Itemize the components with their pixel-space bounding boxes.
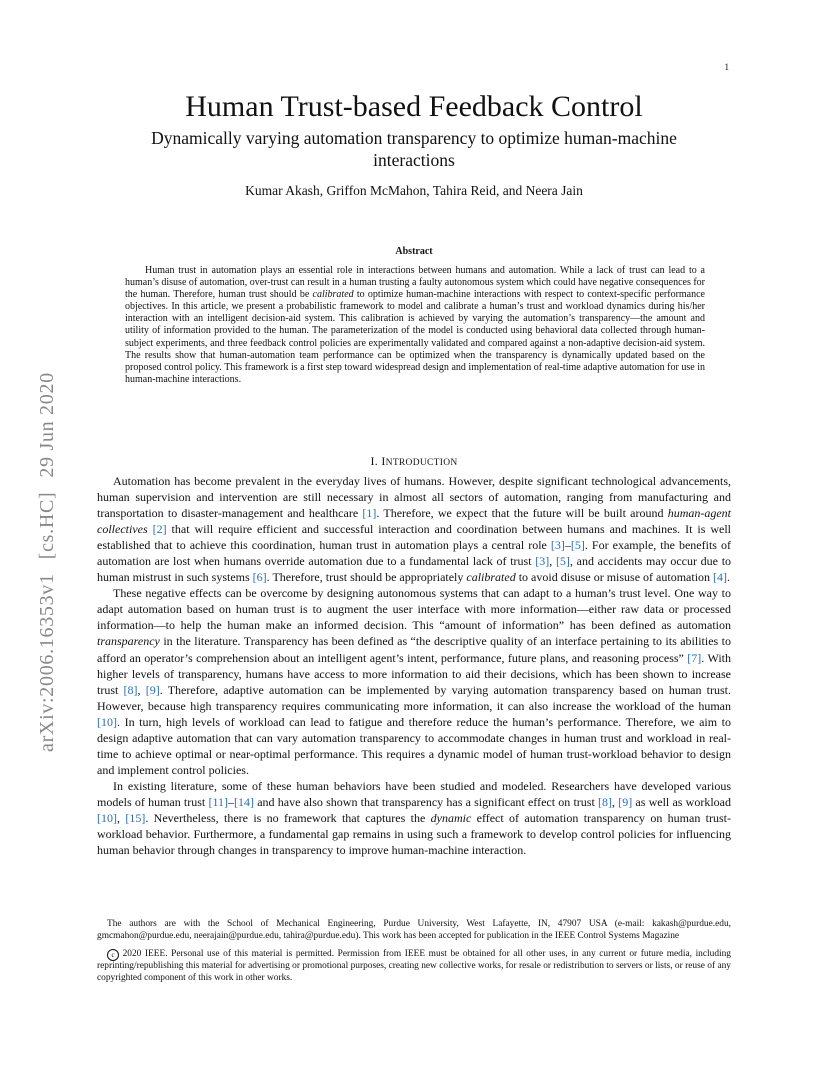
section-initial: I (381, 454, 386, 468)
emphasis: calibrated (466, 570, 516, 585)
text-run: , (117, 810, 126, 825)
emphasis: transparency (97, 634, 160, 649)
citation-link[interactable]: [8] (123, 682, 138, 697)
text-run: as well as workload (632, 794, 731, 809)
abstract-emphasis: calibrated (312, 289, 354, 301)
citation-link[interactable]: [3] (535, 554, 550, 569)
paragraph-1 (97, 473, 731, 585)
paragraph-3 (97, 778, 731, 858)
citation-link[interactable]: [15] (125, 810, 146, 825)
text-run: that will require efficient and successful interaction and coordination between humans and machines. It is well established that to achieve this coordination, human trust in automation plays a central role (97, 522, 731, 553)
author-list: Kumar Akash, Griffon McMahon, Tahira Reid, and Neera Jain (245, 183, 583, 198)
text-run: in the literature. Transparency has been defined as “the descriptive quality of an interface pertaining to its abilities to afford an operator’s comprehension about an intelligent agent’s intent, performance, future plans, and reasoning process” (97, 634, 731, 665)
paragraph-2 (97, 585, 731, 778)
citation-link[interactable]: [8] (598, 794, 612, 809)
arxiv-category: [cs.HC] (36, 491, 58, 560)
copyright-notice (97, 949, 731, 984)
citation-link[interactable]: [5] (555, 554, 570, 569)
paper-title: Human Trust-based Feedback Control (185, 90, 643, 123)
abstract-text-part: to optimize human-machine interactions with respect to context-specific performance objectives. In this article, we present a probabilistic framework to model and calibrate a human’s trust and workload dynamics during his/her interaction with an intelligent decision-aid system. This calibration is achieved by varying the automation’s transparency—the amount and utility of information provided to the human. The parameterization of the model is conducted using behavioral data collected through human-subject experiments, and three feedback control policies are experimentally validated and compared against a non-adaptive decision-aid system. The results show that human-automation team performance can be optimized when the transparency is dynamically updated based on the proposed control policy. This framework is a first step toward widespread design and implementation of real-time adaptive automation for use in human-machine interactions. (125, 289, 705, 385)
emphasis: dynamic (430, 810, 472, 825)
text-run: These negative effects can be overcome by designing autonomous systems that can adapt to a human’s trust level. One way to adapt automation based on human trust is to augment the user interface with more information—either raw data or processed information—to help the human make an informed decision. This “amount of information” has been defined as automation (97, 586, 731, 633)
text-run: . In turn, high levels of workload can lead to fatigue and therefore reduce the human’s performance. Therefore, we aim to design adaptive automation that can vary automation transparency to accommodate changes in human trust and workload in real-time to achieve optimal or near-optimal performance. This requires a dynamic model of human trust-workload behavior to design and implement control policies. (97, 714, 731, 777)
citation-link[interactable]: [5] (570, 538, 585, 553)
text-run: to avoid disuse or misuse of automation (515, 570, 714, 585)
text-run: . With higher levels of transparency, humans have access to more information to aid their decisions, which has been shown to increase trust (97, 650, 732, 697)
text-run: . Nevertheless, there is no framework that captures the (145, 810, 431, 825)
text-run: Automation has become prevalent in the everyday lives of humans. However, despite significant technological advancements, human supervision and intervention are still necessary in almost all sectors of automation, ranging from manufacturing and transportation to disaster-management and healthcare (97, 474, 731, 521)
affiliation-footnote: The authors are with the School of Mechanical Engineering, Purdue University, West Lafayette, IN, 47907 USA (e-mail: kakash@purdue.edu, gmcmahon@purdue.edu, neerajain@purdue.edu, tahira@purdue.edu). This work has been accepted for publication in the IEEE Control Systems Magazine (97, 919, 731, 941)
citation-link[interactable]: [3] (550, 538, 565, 553)
text-run: – (228, 794, 235, 809)
text-run: , (549, 554, 556, 569)
abstract-text-part: Human trust in automation plays an essential role in interactions between humans and automation. While a lack of trust can lead to a human’s disuse of automation, over-trust can result in a human trusting a faulty autonomous system which could have negative consequences for the human. Therefore, human trust should be (125, 265, 705, 301)
text-run: . For example, the benefits of automation are lost when humans override automation due to a fundamental lack of trust (97, 538, 731, 569)
section-heading-introduction (0, 454, 828, 469)
abstract-heading: Abstract (395, 246, 433, 257)
text-run: – (564, 538, 571, 553)
citation-link[interactable]: [9] (618, 794, 633, 809)
text-run: . Therefore, trust should be appropriately (266, 570, 467, 585)
citation-link[interactable]: [4] (713, 570, 728, 585)
text-run: and have also shown that transparency has a significant effect on trust (254, 794, 598, 809)
citation-link[interactable]: [9] (145, 682, 160, 697)
text-run: effect of automation transparency on human trust-workload behavior. Furthermore, a fundamental gap remains in using such a framework to develop control policies for influencing human behavior through changes in transparency to improve human-machine interaction. (97, 810, 732, 858)
footnotes (97, 919, 731, 984)
text-run: . (727, 570, 731, 585)
emphasis: human-agent collectives (97, 506, 732, 537)
citation-link[interactable]: [1] (362, 506, 377, 521)
arxiv-date: 29 Jun 2020 (36, 372, 58, 478)
citation-link[interactable]: [10] (97, 810, 117, 825)
text-run: . Therefore, we expect that the future will be built around (376, 506, 668, 521)
paper-subtitle: Dynamically varying automation transparency to optimize human-machine interactions (151, 128, 677, 170)
copyright-text: 2020 IEEE. Personal use of this material is permitted. Permission from IEEE must be obtained for all other uses, in any current or future media, including reprinting/republishing this material for advertising or promotional purposes, creating new collective works, for resale or redistribution to servers or lists, or reuse of any copyrighted component of this work in other works. (97, 949, 731, 983)
text-run: In existing literature, some of these human behaviors have been studied and modeled. Researchers have developed various models of human trust (97, 778, 731, 809)
citation-link[interactable]: [14] (234, 794, 255, 809)
citation-link[interactable]: [10] (97, 714, 117, 729)
text-run: , (137, 682, 146, 697)
citation-link[interactable]: [7] (687, 650, 702, 665)
arxiv-identifier-stamp[interactable] (36, 372, 59, 752)
arxiv-id-number: arXiv:2006.16353v1 (36, 573, 58, 752)
citation-link[interactable]: [6] (252, 570, 267, 585)
text-run: , and accidents may occur due to human mistrust in such systems (97, 554, 732, 585)
citation-link[interactable]: [11] (208, 794, 229, 809)
text-run: . Therefore, adaptive automation can be implemented by varying automation transparency based on human trust. However, because high transparency requires communicating more information, it can also increase the workload of the human (97, 682, 732, 713)
text-run: , (612, 794, 619, 809)
abstract-text (125, 265, 705, 386)
introduction-body (97, 473, 731, 858)
citation-link[interactable]: [2] (152, 522, 167, 537)
section-number: I. (370, 454, 379, 468)
section-title-rest: NTRODUCTION (385, 458, 458, 468)
copyright-icon: c (107, 949, 119, 961)
page-number: 1 (724, 62, 729, 72)
